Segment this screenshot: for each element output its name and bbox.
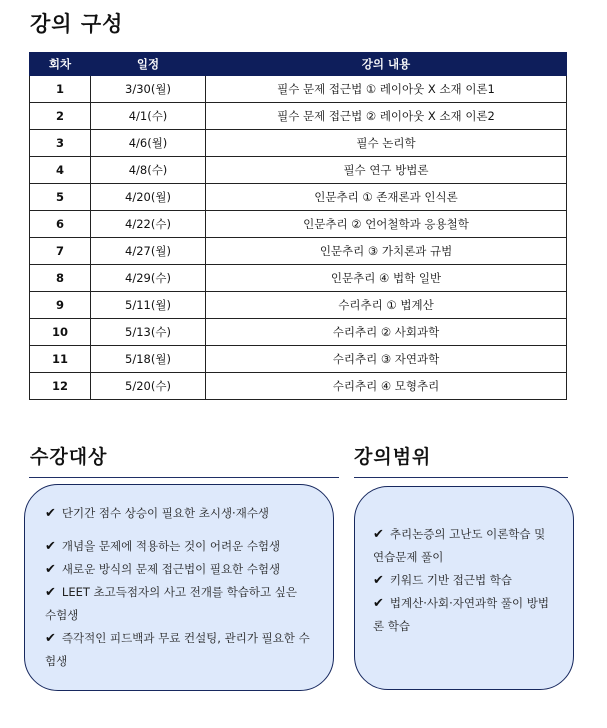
page-title: 강의 구성: [30, 12, 124, 36]
cell-content: 필수 논리학: [206, 130, 567, 157]
cell-date: 4/22(수): [91, 211, 206, 238]
cell-content: 인문추리 ① 존재론과 인식론: [206, 184, 567, 211]
cell-content: 필수 연구 방법론: [206, 157, 567, 184]
target-item: [45, 627, 311, 673]
cell-date: 4/1(수): [91, 103, 206, 130]
cell-session: 1: [30, 76, 91, 103]
cell-date: 4/8(수): [91, 157, 206, 184]
cell-content: 수리추리 ③ 자연과학: [206, 346, 567, 373]
table-row: [30, 157, 567, 184]
cell-content: 수리추리 ④ 모형추리: [206, 373, 567, 400]
check-icon: ✔: [45, 562, 56, 577]
header-session: 회차: [30, 53, 91, 76]
table-row: [30, 319, 567, 346]
check-icon: ✔: [45, 539, 56, 554]
cell-date: 5/11(월): [91, 292, 206, 319]
cell-date: 5/20(수): [91, 373, 206, 400]
cell-content: 인문추리 ④ 법학 일반: [206, 265, 567, 292]
scope-item-text: 법계산·사회·자연과학 풀이 방법론 학습: [373, 596, 549, 633]
cell-session: 2: [30, 103, 91, 130]
table-row: [30, 373, 567, 400]
table-row: [30, 130, 567, 157]
target-item-text: 새로운 방식의 문제 접근법이 필요한 수험생: [61, 562, 281, 576]
header-date: 일정: [91, 53, 206, 76]
check-icon: ✔: [373, 596, 384, 611]
schedule-body: [30, 76, 567, 400]
cell-content: 필수 문제 접근법 ② 레이아웃 X 소재 이론2: [206, 103, 567, 130]
target-item-text: 즉각적인 피드백과 무료 컨설팅, 관리가 필요한 수험생: [45, 631, 310, 668]
cell-date: 3/30(월): [91, 76, 206, 103]
cell-session: 10: [30, 319, 91, 346]
table-row: [30, 103, 567, 130]
scope-item-text: 추리논증의 고난도 이론학습 및 연습문제 풀이: [373, 527, 546, 564]
cell-session: 12: [30, 373, 91, 400]
cell-session: 4: [30, 157, 91, 184]
cell-date: 5/18(월): [91, 346, 206, 373]
scope-item: [373, 592, 559, 638]
cell-session: 3: [30, 130, 91, 157]
cell-session: 7: [30, 238, 91, 265]
cell-session: 9: [30, 292, 91, 319]
target-title: 수강대상: [30, 446, 108, 468]
check-icon: ✔: [45, 631, 56, 646]
scope-box: [354, 486, 574, 690]
cell-session: 11: [30, 346, 91, 373]
cell-session: 8: [30, 265, 91, 292]
table-row: [30, 238, 567, 265]
scope-item: [373, 523, 559, 569]
table-row: [30, 265, 567, 292]
target-item-text: 단기간 점수 상승이 필요한 초시생·재수생: [61, 506, 270, 520]
cell-date: 5/13(수): [91, 319, 206, 346]
check-icon: ✔: [373, 527, 384, 542]
scope-item: [373, 569, 559, 592]
cell-date: 4/29(수): [91, 265, 206, 292]
scope-divider: [354, 477, 568, 478]
cell-date: 4/27(월): [91, 238, 206, 265]
target-item-text: LEET 초고득점자의 사고 전개를 학습하고 싶은 수험생: [45, 585, 297, 622]
header-content: 강의 내용: [206, 53, 567, 76]
target-item-text: 개념을 문제에 적용하는 것이 어려운 수험생: [61, 539, 281, 553]
target-box: [24, 484, 334, 691]
cell-content: 인문추리 ③ 가치론과 규범: [206, 238, 567, 265]
check-icon: ✔: [45, 506, 56, 521]
target-item: [45, 558, 311, 581]
cell-session: 6: [30, 211, 91, 238]
check-icon: ✔: [45, 585, 56, 600]
cell-content: 필수 문제 접근법 ① 레이아웃 X 소재 이론1: [206, 76, 567, 103]
target-item: [45, 502, 311, 525]
table-row: [30, 346, 567, 373]
table-row: [30, 76, 567, 103]
cell-date: 4/6(월): [91, 130, 206, 157]
scope-list: [373, 523, 559, 638]
target-item: [45, 581, 311, 627]
table-row: [30, 184, 567, 211]
target-divider: [29, 477, 339, 478]
cell-date: 4/20(월): [91, 184, 206, 211]
schedule-table: [29, 52, 567, 400]
target-item: [45, 535, 311, 558]
scope-item-text: 키워드 기반 접근법 학습: [389, 573, 512, 587]
check-icon: ✔: [373, 573, 384, 588]
table-row: [30, 211, 567, 238]
cell-content: 수리추리 ② 사회과학: [206, 319, 567, 346]
table-header-row: [30, 53, 567, 76]
cell-content: 수리추리 ① 법계산: [206, 292, 567, 319]
scope-title: 강의범위: [354, 446, 432, 468]
target-list: [45, 502, 311, 673]
table-row: [30, 292, 567, 319]
cell-session: 5: [30, 184, 91, 211]
cell-content: 인문추리 ② 언어철학과 응용철학: [206, 211, 567, 238]
